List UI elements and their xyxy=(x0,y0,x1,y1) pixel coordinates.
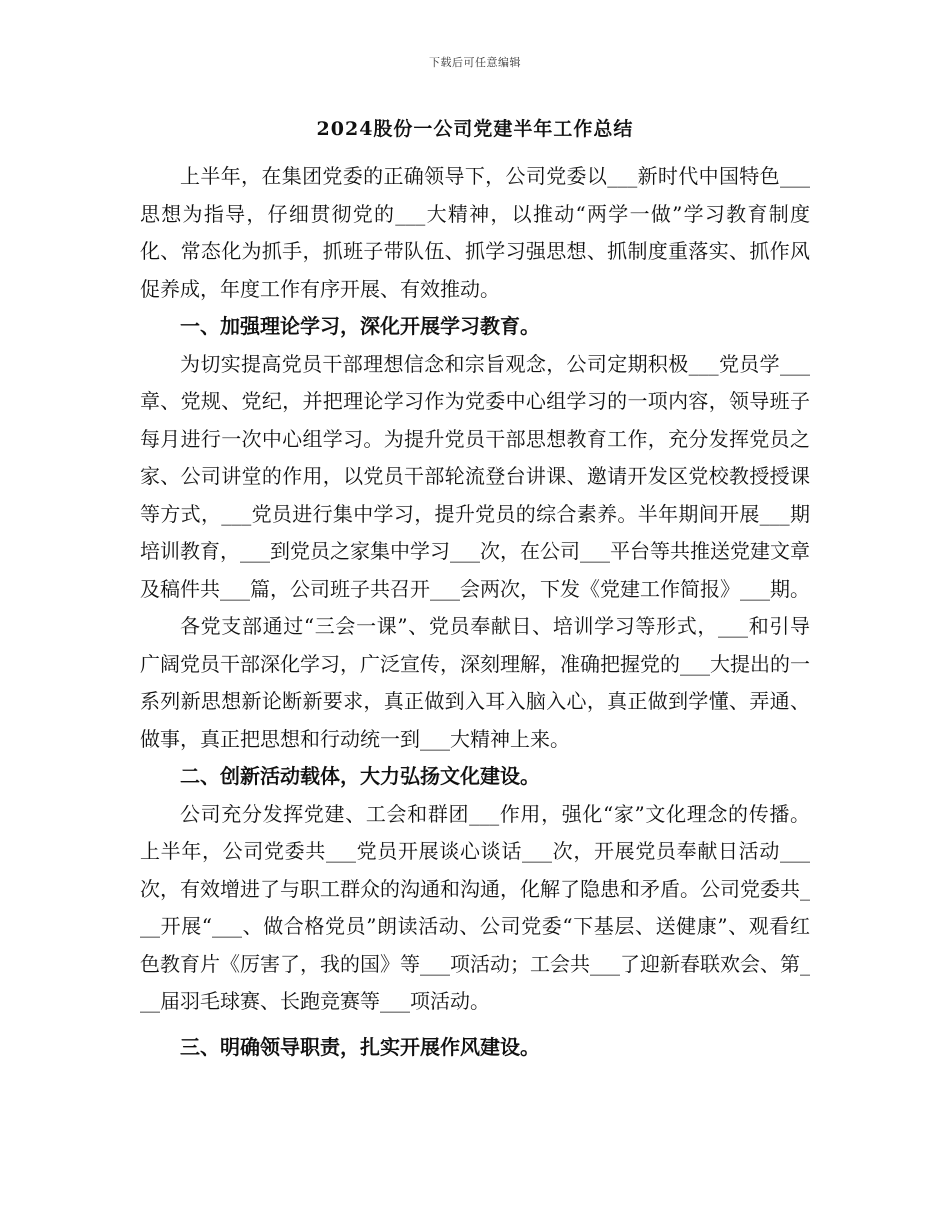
section-heading-2: 二、创新活动载体，大力弘扬文化建设。 xyxy=(180,764,540,788)
header-note: 下载后可任意编辑 xyxy=(429,56,521,69)
section-2-paragraph-1: 公司充分发挥党建、工会和群团___作用，强化“家”文化理念的传播。上半年，公司党委共___党员开展谈心谈话___次，开展党员奉献日活动___次，有效增进了与职工群众的沟通和沟通，化解了隐患和矛盾。公司党委共___开展“___、做合格党员”朗读活动、公司党委“下基层、送健康”、观看红色教育片《厉害了，我的国》等___项活动；工会共___了迎新春联欢会、第___届羽毛球赛、长跑竞赛等___项活动。 xyxy=(140,801,810,1013)
section-heading-3: 三、明确领导职责，扎实开展作风建设。 xyxy=(180,1034,540,1059)
document-title: 2024股份一公司党建半年工作总结 xyxy=(316,118,634,140)
document-body xyxy=(140,158,810,1066)
intro-paragraph: 上半年，在集团党委的正确领导下，公司党委以___新时代中国特色___思想为指导，仔细贯彻党的___大精神，以推动“两学一做”学习教育制度化、常态化为抓手，抓班子带队伍、抓学习强思想、抓制度重落实、抓作风促养成，年度工作有序开展、有效推动。 xyxy=(140,164,810,301)
section-1-paragraph-2: 各党支部通过“三会一课”、党员奉献日、培训学习等形式，___和引导广阔党员干部深化学习，广泛宣传，深刻理解，准确把握党的___大提出的一系列新思想新论断新要求，真正做到入耳入脑入心，真正做到学懂、弄通、做事，真正把思想和行动统一到___大精神上来。 xyxy=(140,614,810,751)
section-1-paragraph-1: 为切实提高党员干部理想信念和宗旨观念，公司定期积极___党员学___章、党规、党纪，并把理论学习作为党委中心组学习的一项内容，领导班子每月进行一次中心组学习。为提升党员干部思想教育工作，充分发挥党员之家、公司讲堂的作用，以党员干部轮流登台讲课、邀请开发区党校教授授课等方式，___党员进行集中学习，提升党员的综合素养。半年期间开展___期培训教育，___到党员之家集中学习___次，在公司___平台等共推送党建文章及稿件共___篇，公司班子共召开___会两次，下发《党建工作简报》___期。 xyxy=(140,351,810,601)
section-heading-1: 一、加强理论学习，深化开展学习教育。 xyxy=(180,314,540,338)
